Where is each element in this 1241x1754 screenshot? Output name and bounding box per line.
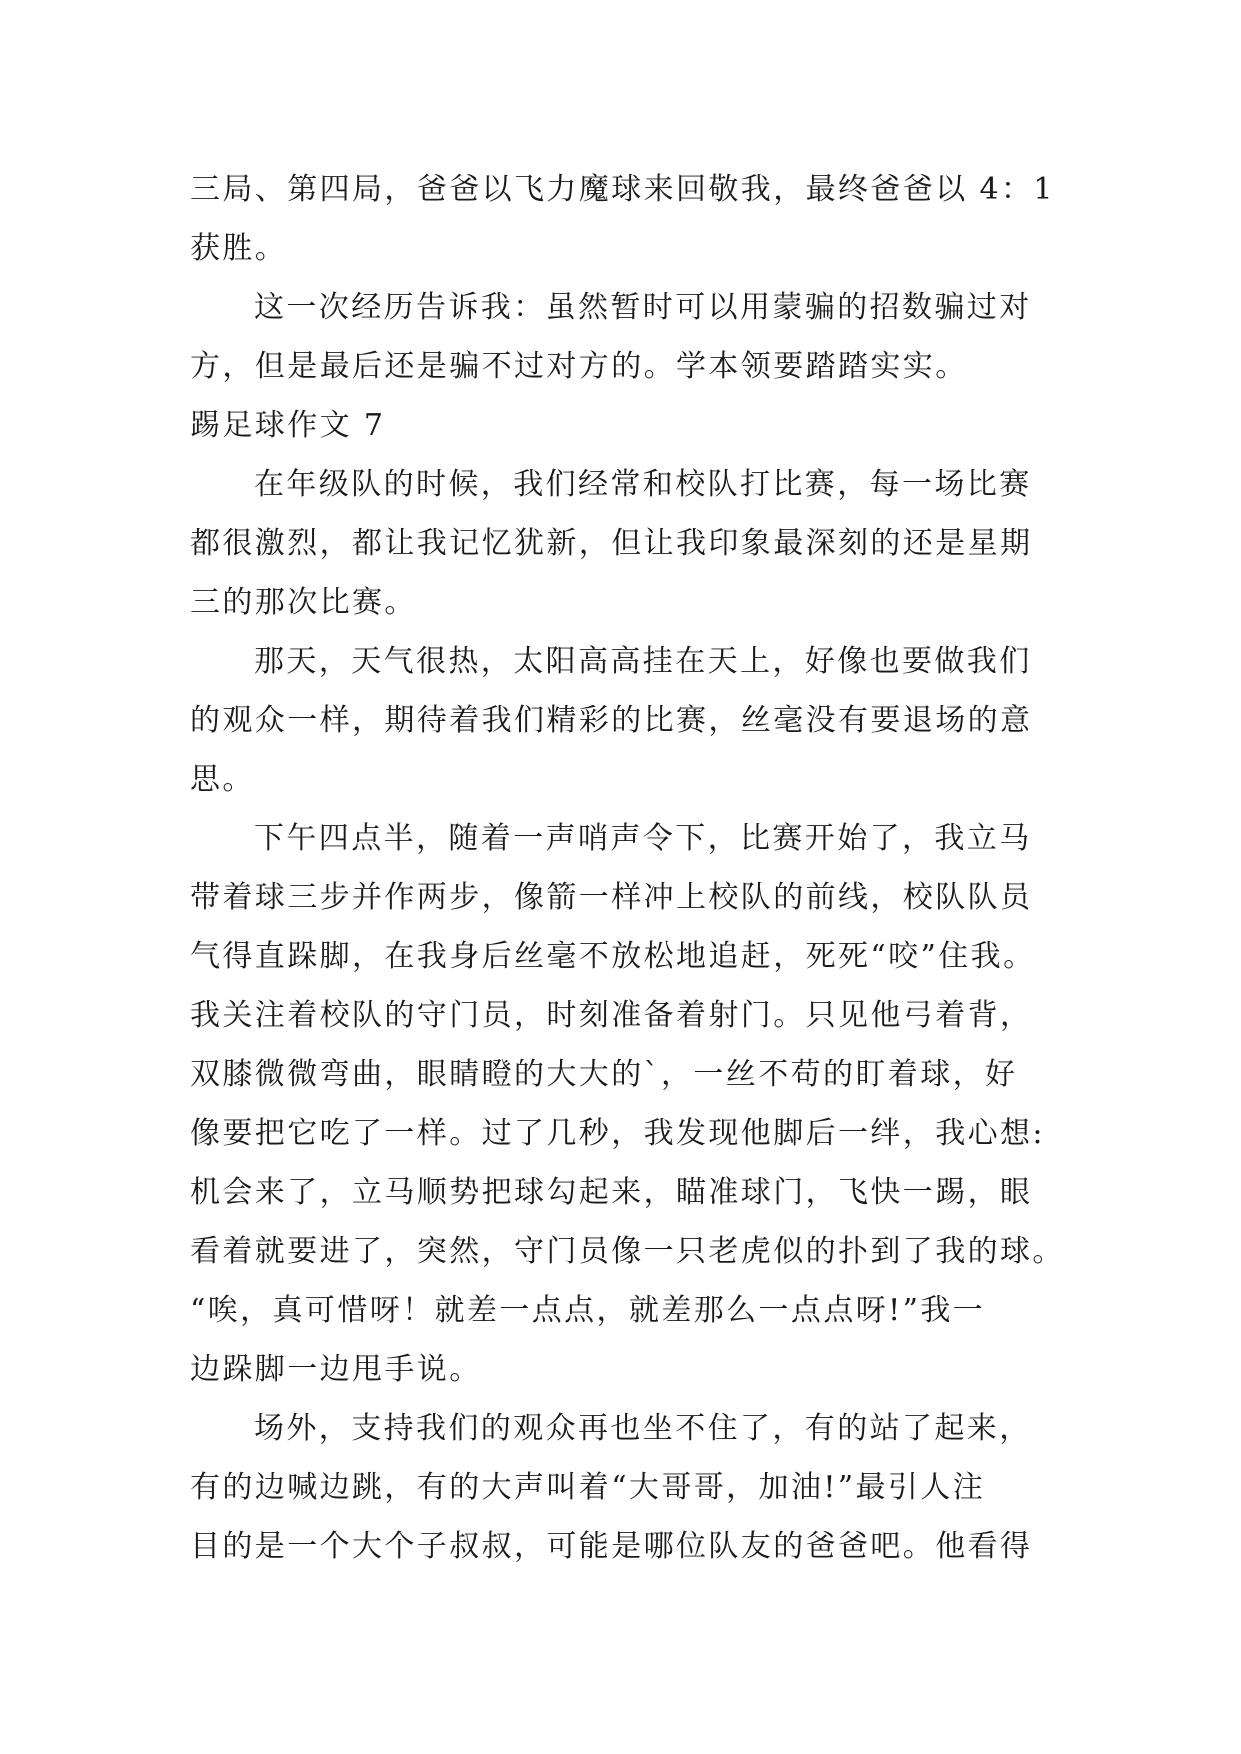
- text-line: 带着球三步并作两步，像箭一样冲上校队的前线，校队队员: [190, 880, 1033, 915]
- text-line: 方，但是最后还是骗不过对方的。学本领要踏踏实实。: [190, 349, 968, 384]
- text-line: 目的是一个大个子叔叔，可能是哪位队友的爸爸吧。他看得: [190, 1529, 1033, 1564]
- paragraph-2: [190, 632, 1050, 809]
- text-line: 获胜。: [190, 231, 288, 266]
- text-line: 双膝微微弯曲，眼睛瞪的大大的`，一丝不苟的盯着球，好: [190, 1057, 1018, 1092]
- text-line: 场外，支持我们的观众再也坐不住了，有的站了起来，: [254, 1411, 1032, 1446]
- paragraph-4: [190, 1399, 1050, 1576]
- text-line: 我关注着校队的守门员，时刻准备着射门。只见他弓着背，: [190, 998, 1033, 1033]
- text-line: 三的那次比赛。: [190, 585, 417, 620]
- paragraph-3: [190, 809, 1065, 1399]
- paragraph-continued: [190, 160, 1055, 278]
- text-line: 看着就要进了，突然，守门员像一只老虎似的扑到了我的球。: [190, 1234, 1065, 1269]
- text-line: 都很激烈，都让我记忆犹新，但让我印象最深刻的还是星期: [190, 526, 1033, 561]
- text-line: 在年级队的时候，我们经常和校队打比赛，每一场比赛: [254, 467, 1032, 502]
- text-line: 那天，天气很热，太阳高高挂在天上，好像也要做我们: [254, 644, 1032, 679]
- text-line: 机会来了，立马顺势把球勾起来，瞄准球门，飞快一踢，眼: [190, 1175, 1033, 1210]
- text-line: 这一次经历告诉我：虽然暂时可以用蒙骗的招数骗过对: [254, 290, 1032, 325]
- text-line: “唉，真可惜呀！就差一点点，就差那么一点点呀!”我一: [190, 1293, 986, 1328]
- text-line: 的观众一样，期待着我们精彩的比赛，丝毫没有要退场的意: [190, 703, 1033, 738]
- section-title: 踢足球作文 7: [190, 408, 386, 443]
- text-line: 三局、第四局，爸爸以飞力魔球来回敬我，最终爸爸以 4：1: [190, 172, 1055, 207]
- text-line: 像要把它吃了一样。过了几秒，我发现他脚后一绊，我心想:: [190, 1116, 1045, 1151]
- text-line: 下午四点半，随着一声哨声令下，比赛开始了，我立马: [254, 821, 1032, 856]
- text-line: 边跺脚一边甩手说。: [190, 1352, 482, 1387]
- text-line: 有的边喊边跳，有的大声叫着“大哥哥，加油!”最引人注: [190, 1470, 986, 1505]
- text-line: 思。: [190, 762, 255, 797]
- paragraph-lesson: [190, 278, 1050, 396]
- text-line: 气得直跺脚，在我身后丝毫不放松地追赶，死死“咬”住我。: [190, 939, 1036, 974]
- paragraph-1: [190, 455, 1050, 632]
- document-body: [190, 160, 1065, 1576]
